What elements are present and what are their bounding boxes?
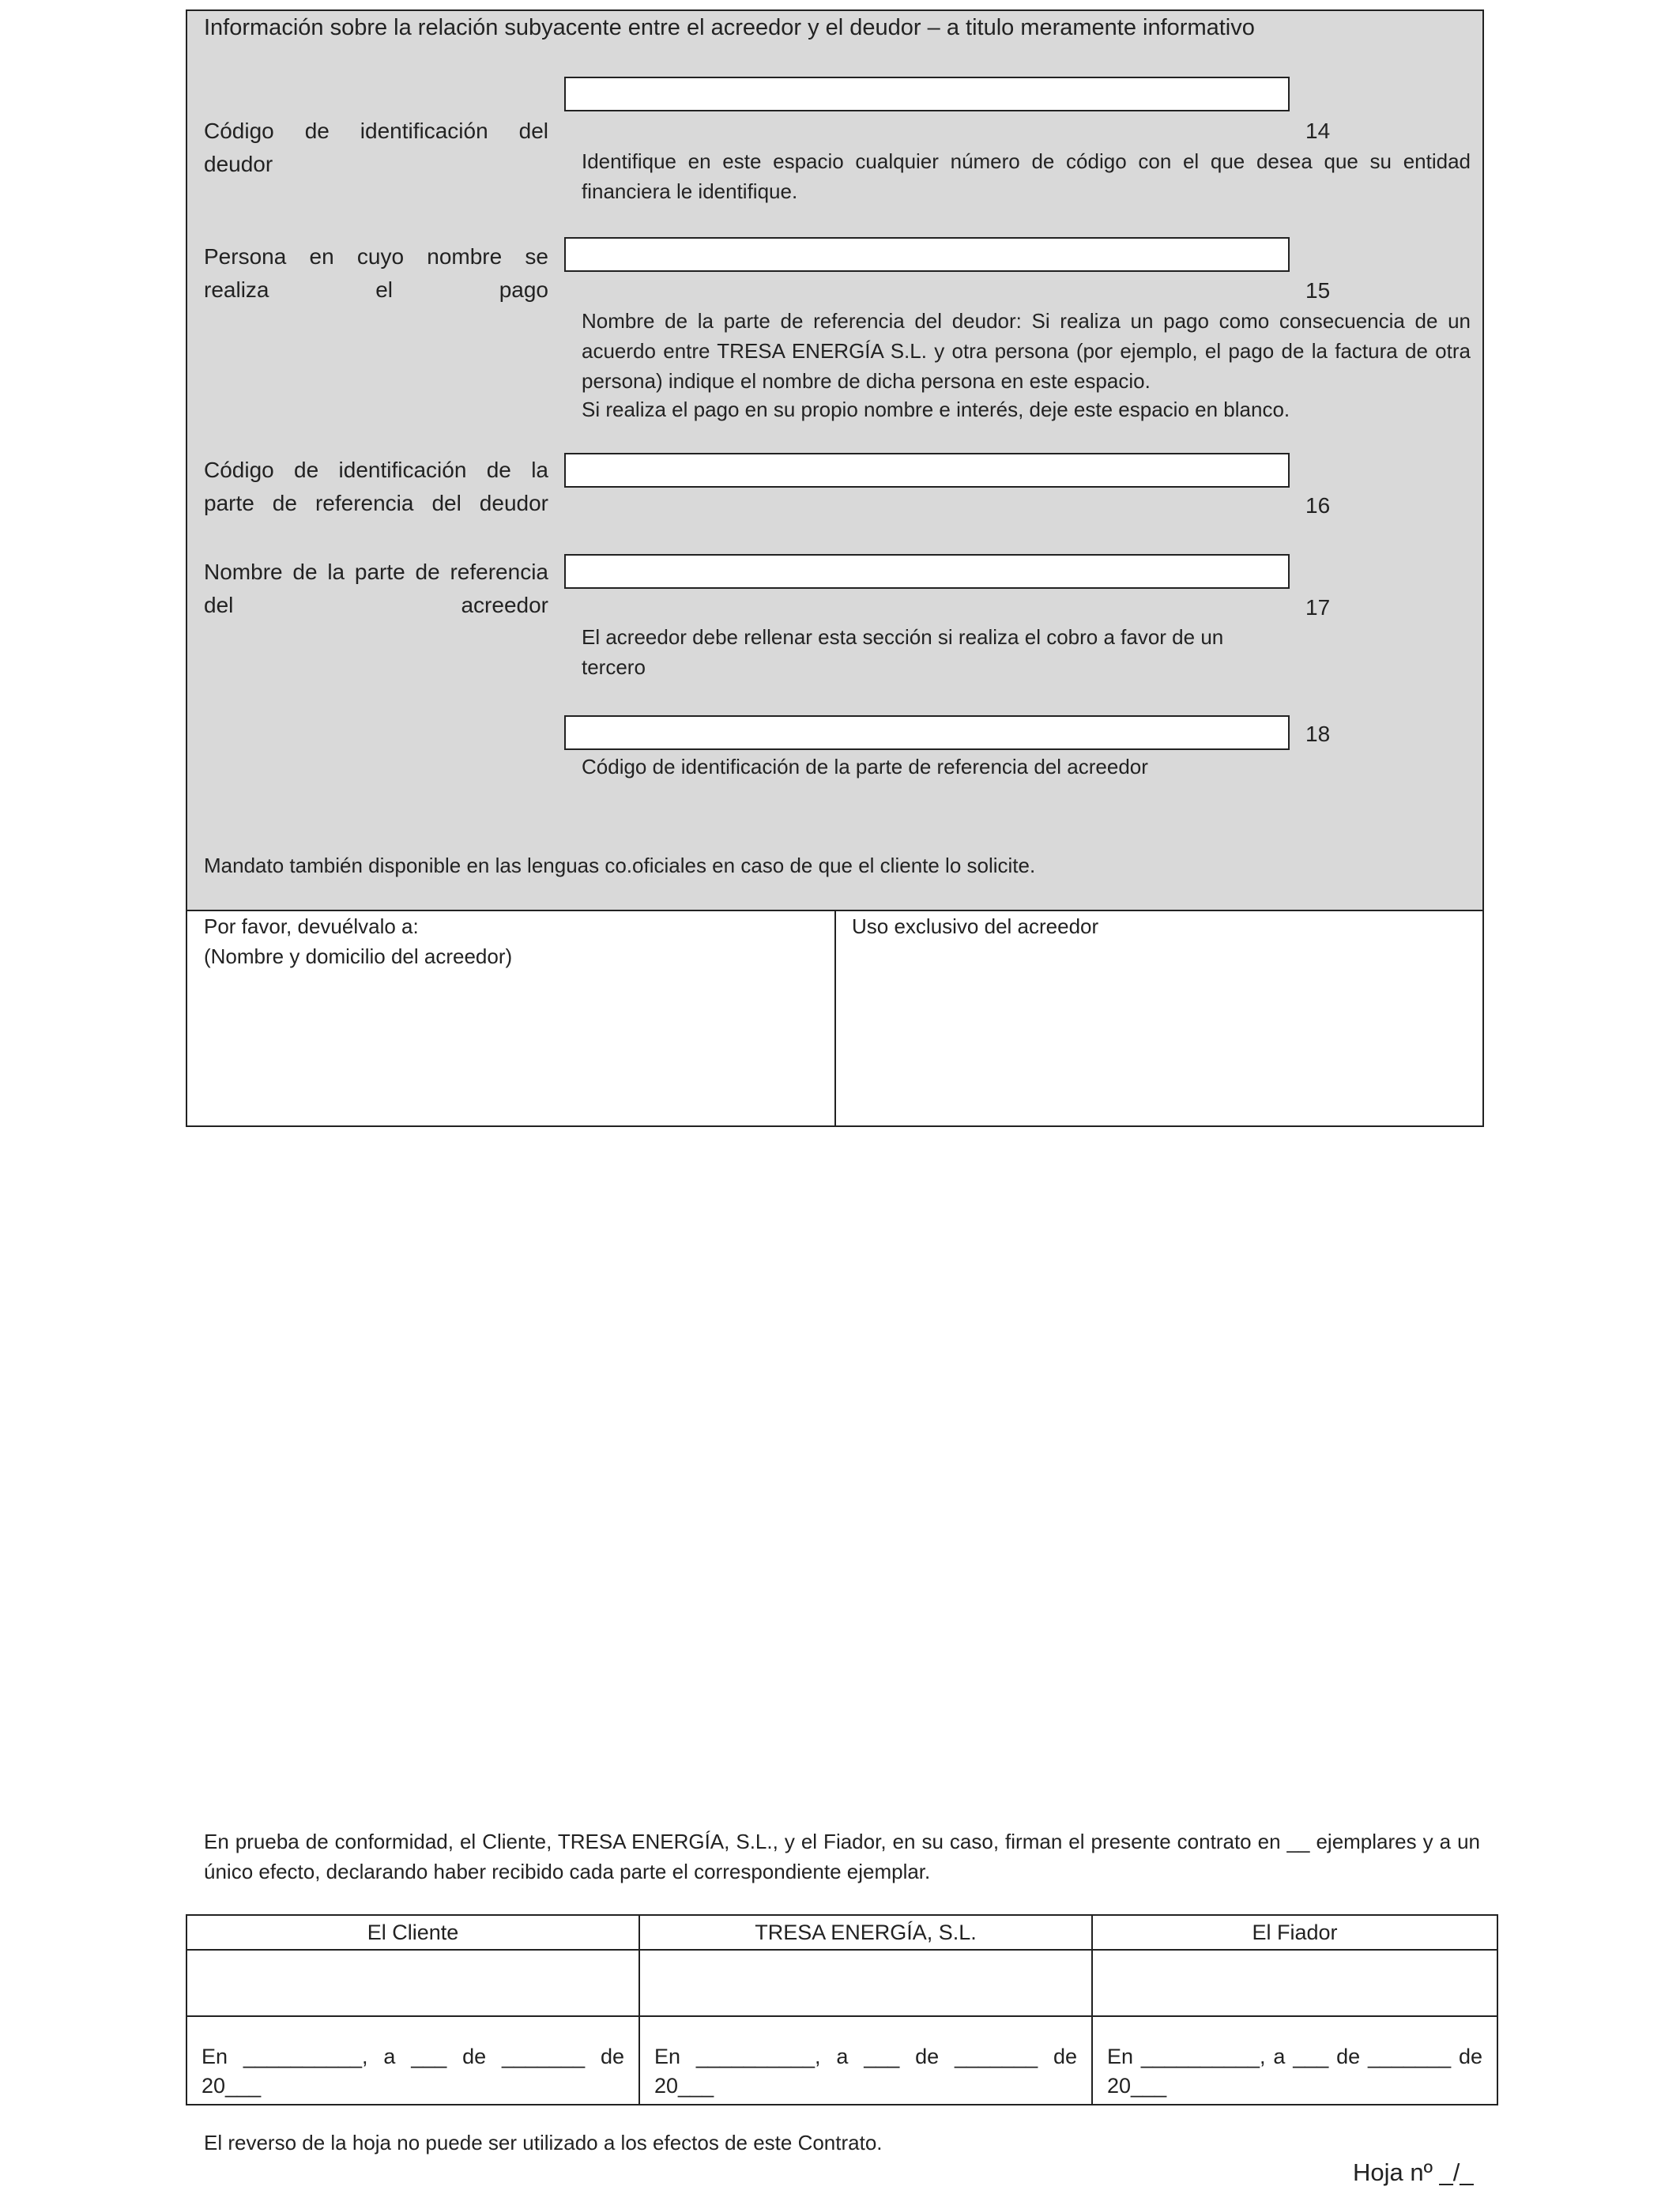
creditor-use-label: Uso exclusivo del acreedor bbox=[852, 914, 1099, 938]
return-box-divider bbox=[834, 910, 836, 1127]
reverse-side-note: El reverso de la hoja no puede ser utilizado a los efectos de este Contrato. bbox=[204, 2131, 883, 2154]
place-date-guarantor: En __________, a ___ de _______ de 20___ bbox=[1107, 2045, 1482, 2098]
debtor-id-help: Identifique en este espacio cualquier número de código con el que desea que su entidad financiera le identifique. bbox=[582, 149, 1471, 203]
creditor-address-label: (Nombre y domicilio del acreedor) bbox=[204, 944, 513, 968]
signature-header-guarantor: El Fiador bbox=[1092, 1915, 1497, 1950]
section-heading: Información sobre la relación subyacente entre el acreedor y el deudor – a titulo meramente informativo bbox=[204, 15, 1255, 40]
agreement-text: En prueba de conformidad, el Cliente, TRESA ENERGÍA, S.L., y el Fiador, en su caso, firman el presente contrato en __ ejemplares y a un único efecto, declarando haber recibido cada parte el correspondiente ejemplar. bbox=[204, 1830, 1480, 1883]
signature-box-client[interactable] bbox=[186, 1950, 639, 2016]
field-number-18: 18 bbox=[1305, 722, 1331, 746]
debtor-id-field[interactable] bbox=[564, 77, 1290, 111]
creditor-reference-id-help: Código de identificación de la parte de referencia del acreedor bbox=[582, 755, 1148, 778]
creditor-reference-name-field[interactable] bbox=[564, 554, 1290, 589]
payer-name-help-2: Si realiza el pago en su propio nombre e interés, deje este espacio en blanco. bbox=[582, 398, 1290, 421]
signature-header-client: El Cliente bbox=[186, 1915, 639, 1950]
page-number: Hoja nº _/_ bbox=[1353, 2158, 1474, 2186]
field-number-14: 14 bbox=[1305, 119, 1331, 143]
debtor-id-label: Código de identificación del deudor bbox=[204, 119, 548, 176]
signature-header-company: TRESA ENERGÍA, S.L. bbox=[639, 1915, 1092, 1950]
creditor-reference-id-field[interactable] bbox=[564, 715, 1290, 750]
field-number-17: 17 bbox=[1305, 595, 1331, 620]
signature-table bbox=[186, 1914, 1498, 2105]
signature-box-guarantor[interactable] bbox=[1092, 1950, 1497, 2016]
creditor-reference-name-help: El acreedor debe rellenar esta sección si realiza el cobro a favor de un tercero bbox=[582, 625, 1224, 679]
signature-box-company[interactable] bbox=[639, 1950, 1092, 2016]
return-to-label: Por favor, devuélvalo a: bbox=[204, 914, 419, 938]
field-number-16: 16 bbox=[1305, 493, 1331, 518]
payer-name-help: Nombre de la parte de referencia del deudor: Si realiza un pago como consecuencia de un acuerdo entre TRESA ENERGÍA S.L. y otra persona (por ejemplo, el pago de la factura de otra persona) indique el nombre de dicha persona en este espacio. bbox=[582, 309, 1471, 393]
field-number-15: 15 bbox=[1305, 278, 1331, 303]
payer-name-label: Persona en cuyo nombre se realiza el pago bbox=[204, 244, 548, 302]
languages-note: Mandato también disponible en las lenguas co.oficiales en caso de que el cliente lo solicite. bbox=[204, 854, 1036, 877]
place-date-client: En __________, a ___ de _______ de 20___ bbox=[202, 2045, 624, 2098]
place-date-company: En __________, a ___ de _______ de 20___ bbox=[654, 2045, 1077, 2098]
creditor-reference-name-label: Nombre de la parte de referencia del acreedor bbox=[204, 560, 548, 617]
payer-name-field[interactable] bbox=[564, 237, 1290, 272]
debtor-reference-id-field[interactable] bbox=[564, 453, 1290, 488]
debtor-reference-id-label: Código de identificación de la parte de referencia del deudor bbox=[204, 458, 548, 515]
